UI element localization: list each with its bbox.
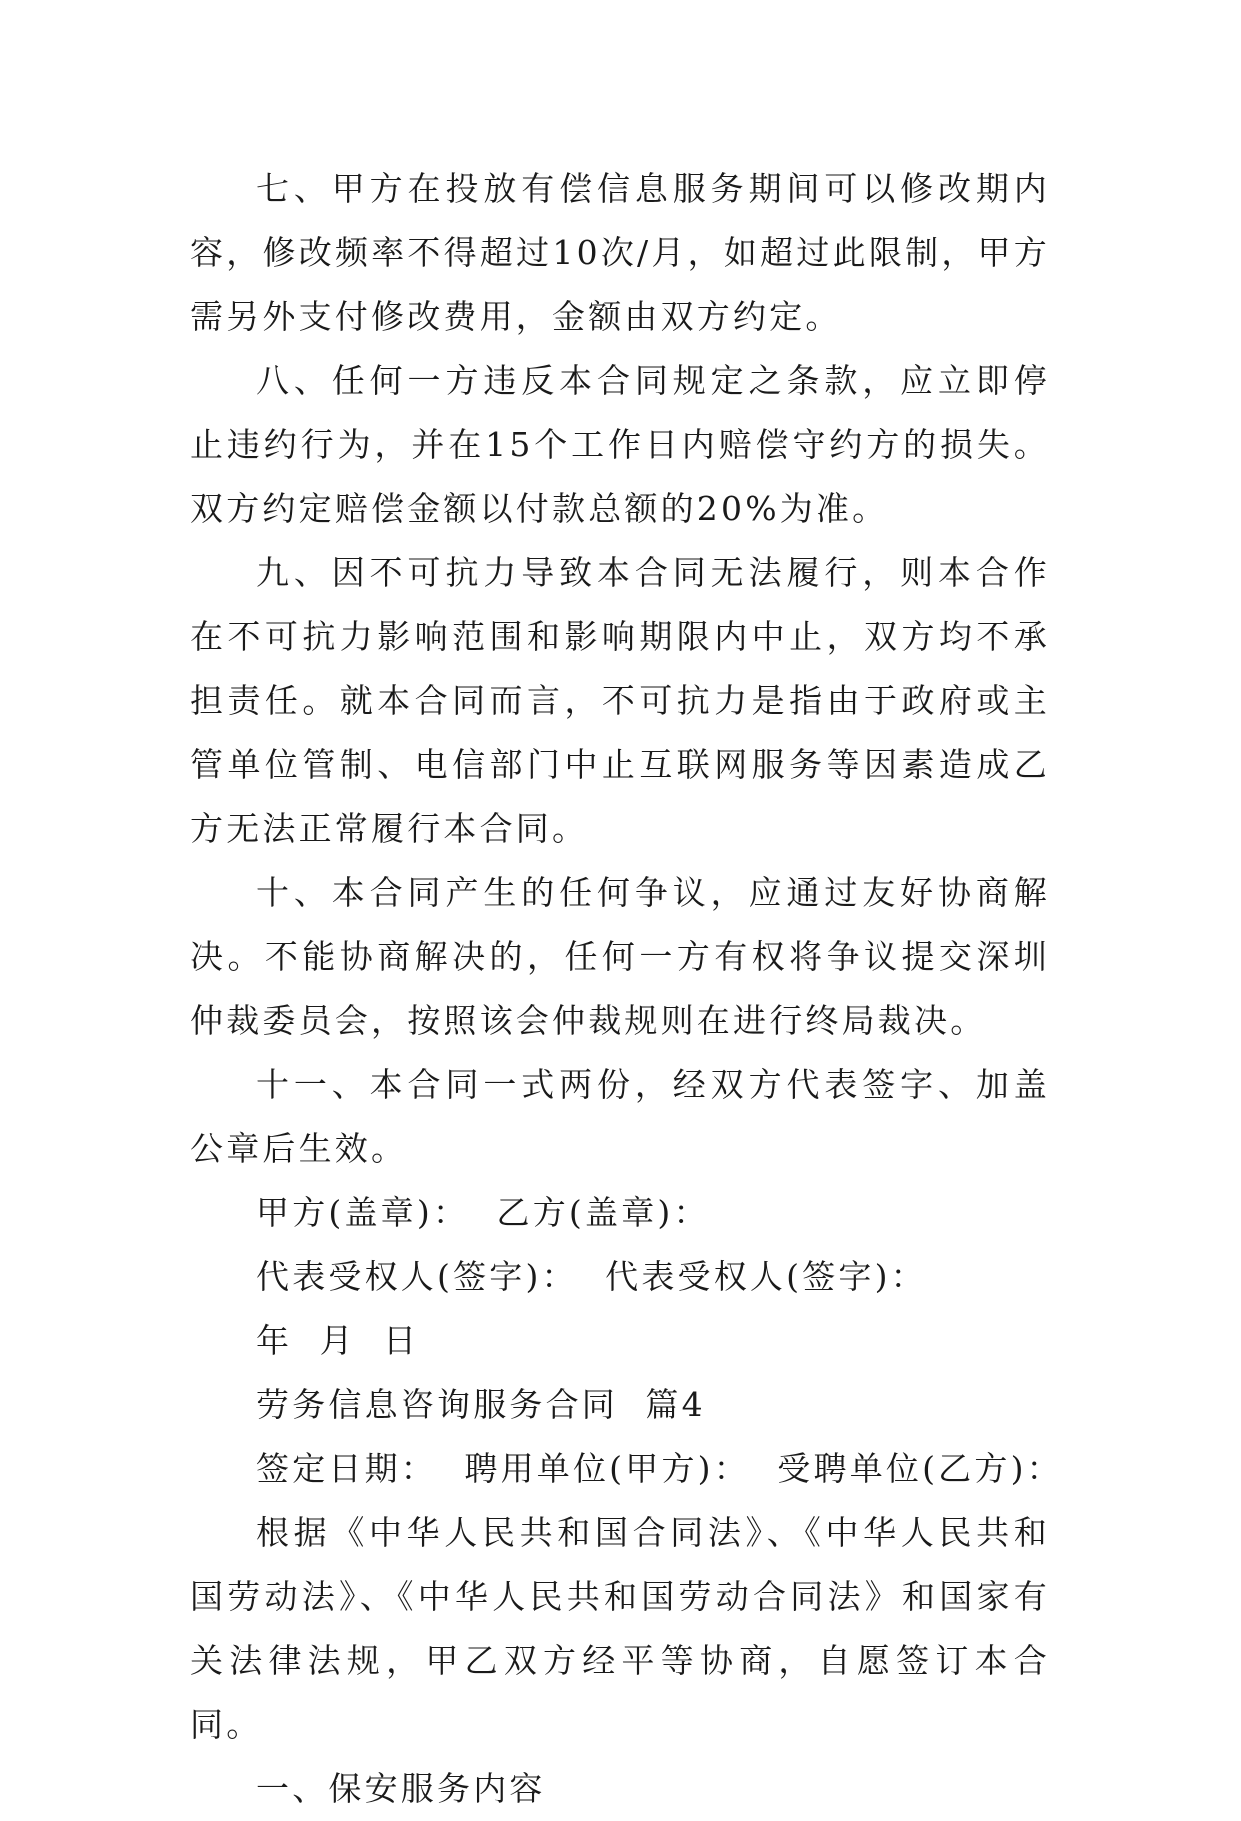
clause-9-paragraph: 九、因不可抗力导致本合同无法履行，则本合作在不可抗力影响范围和影响期限内中止，双方均不承担责任。就本合同而言，不可抗力是指由于政府或主管单位管制、电信部门中止互联网服务等因素造成乙方无法正常履行本合同。 (190, 553, 1050, 848)
clause-10-paragraph: 十、本合同产生的任何争议，应通过友好协商解决。不能协商解决的，任何一方有权将争议提交深圳仲裁委员会，按照该会仲裁规则在进行终局裁决。 (190, 873, 1050, 1040)
clause-7-paragraph: 七、甲方在投放有偿信息服务期间可以修改期内容，修改频率不得超过10次/月，如超过此限制，甲方需另外支付修改费用，金额由双方约定。 (190, 169, 1050, 336)
sign-info-line: 签定日期： 聘用单位(甲方)： 受聘单位(乙方)： (256, 1449, 1063, 1488)
clause-8-paragraph: 八、任何一方违反本合同规定之条款，应立即停止违约行为，并在15个工作日内赔偿守约方的损失。双方约定赔偿金额以付款总额的20%为准。 (190, 361, 1050, 528)
intro-paragraph: 根据《中华人民共和国合同法》、《中华人民共和国劳动法》、《中华人民共和国劳动合同法》和国家有关法律法规，甲乙双方经平等协商，自愿签订本合同。 (190, 1513, 1050, 1744)
document-body (190, 157, 1063, 1821)
seal-line: 甲方(盖章)： 乙方(盖章)： (256, 1193, 710, 1232)
signature-line: 代表受权人(签字)： 代表受权人(签字)： (256, 1257, 927, 1296)
clause-heading: 一、保安服务内容 (256, 1769, 546, 1808)
section-title: 劳务信息咨询服务合同 篇4 (256, 1385, 706, 1424)
date-line: 年 月 日 (256, 1321, 420, 1360)
clause-11-paragraph: 十一、本合同一式两份，经双方代表签字、加盖公章后生效。 (190, 1065, 1050, 1168)
